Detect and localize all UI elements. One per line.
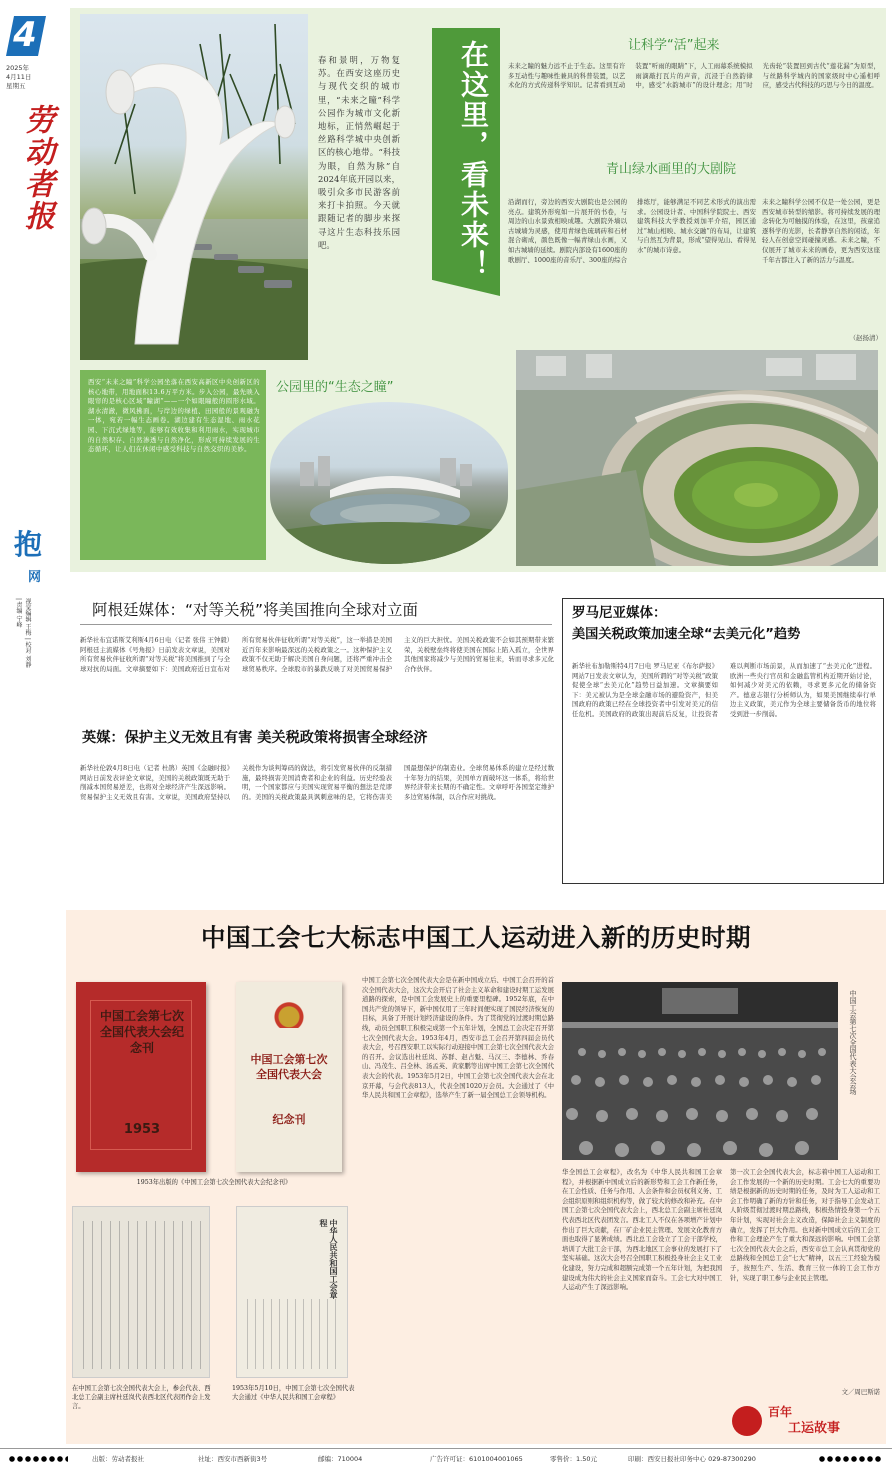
booklet-white-title: 中国工会第七次全国代表大会 [250, 1053, 328, 1081]
subhead-theater: 青山绿水画里的大剧院 [606, 162, 737, 177]
footer-postcode: 邮编：710004 [318, 1455, 363, 1463]
charter-lines [247, 1299, 339, 1369]
footer-dots-right [818, 1456, 882, 1462]
congress-hall-photo [562, 982, 838, 1160]
world-news-article-3: 新华社布加勒斯特4月7日电 罗马尼亚《布尔萨报》网站7日发表文章认为，美国所谓的“对等关税”政策促使全球“去美元化”趋势日益加速。文章摘要如下：美元被认为是全球金融市场的避险资产，但美国政府的政策已经在全球投资者中引发对美元的信任危机。美国政府的政策出现前后反复，让投资者难以判断市场前景，从而加速了“去美元化”进程。欧洲一些央行官员和金融监管机构近期开始讨论，如何减少对美元的依赖，寻求更多元化的储备资产。德意志银行分析师认为，如果美国继续奉行单边主义政策，美元作为全球主要储备货币的地位将受到进一步削弱。 [572, 662, 876, 718]
section-char-2: 网 [28, 570, 42, 585]
top-byline: （赵扬清） [849, 334, 882, 342]
footer-dots-left [8, 1456, 68, 1462]
history-col-3: 第一次工会全国代表大会，标志着中国工人运动和工会工作发展的一个新的历史时期。工会七大的重要功绩是根据新的历史时期的任务，及时为工人运动和工会工作明确了新的方针和任务，对于指导工会发动工人阶级贯彻过渡时期总路线，积极热情投身第一个五年计划，实现对社会主义改造，保障社会主义制度的确立，发挥了巨大作用。也对新中国成立后的工会工作和工会理论产生了重大和深远的影响。中国工会第七次全国代表大会之后，西安市总工会认真贯彻党的总路线和全国总工会“七大”精神，以五三工经验为模子，按照生产、生活、教育三位一体的工会工作方针，实现了职工参与企业民主管理。 [730, 1168, 880, 1282]
aerial-svg [516, 350, 878, 566]
history-col-2: 华全国总工会章程》，改名为《中华人民共和国工会章程》，并根据新中国成立后的新形势和工会工作新任务，在工会性质、任务与作用、人会条件和会员权利义务、工会组织原则和组织机构等，做了较大的修改和补充。在中国工会第七次全国代表大会上，西北总工会副主席杜廷岚代表西北区代表团发言。西北工人不仅在各项增产计划中作出了巨大贡献，在厂矿企业民主管理、发展文化教育方面也取得了显著成绩。西北总工会设立了工会干部学校，培训了大批工会干部，为西北地区工会事业的发展打下了坚实基础。这次大会号召全国职工积极投身社会主义工业化建设，努力完成和超额完成第一个五年计划，为把我国建设成为伟大的社会主义国家而奋斗。工会七大对中国工人运动产生了深远影响。 [562, 1168, 722, 1292]
park-text: 西安“未来之瞳”科学公园坐落在西安高新区中央创新区的核心地带，用地面积13.6万平方米。步入公园，最先映入眼帘的是核心区域“瞳湖”——一个如眼瞳般的圆形水域。湖水清澈，微风拂面，与岸边的绿植、田园般的景观融为一体，宛若一幅生态画卷。湖边建有生态湿地、雨水花园、下沉式绿地等，能够有效收集和利用雨水，实现城市的自然积存、自然渗透与自然净化，形成可持续发展的生态循环，让人们在休闲中感受科技与自然交织的美妙。 [88, 378, 260, 454]
plaza-svg [270, 402, 508, 564]
section-char: 抱 [14, 528, 43, 561]
world-news-headline-2: 英媒：保护主义无效且有害 美关税政策将损害全球经济 [82, 730, 428, 746]
subhead-eye: 公园里的“生态之瞳” [276, 380, 394, 395]
speech-lines [83, 1221, 201, 1369]
world-news-article-1: 新华社布宜诺斯艾利斯4月6日电（记者 张伟 王钟毅）阿根廷主流媒体《号角报》日前发表文章说，美国对所有贸易伙伴征收所谓“对等关税”将美国推到了与全球对抗的局面。文章摘要如下：美国政府近日宣布对所有贸易伙伴征收所谓“对等关税”，这一举措是美国近百年来影响最深远的关税政策之一。这种保护主义政策不仅无助于解决美国自身问题，还将严重冲击全球贸易秩序。全球股市的暴跌反映了对美国贸易保护主义的巨大担忧。美国关税政策不会如其预期带来繁荣，关税壁垒终将使美国在国际上陷入孤立，全世界其他国家将减少与美国的贸易往来，转而寻求多元化合作伙伴。 [80, 636, 554, 673]
page-number: 4 [13, 15, 37, 55]
booklet-red [76, 982, 206, 1172]
booklet-emblem [270, 1000, 308, 1028]
world-news-headline-1: 阿根廷媒体：“对等关税”将美国推向全球对立面 [92, 601, 419, 619]
booklet-red-year: 1953 [123, 1122, 161, 1137]
theater-text: 沿湖而行，旁边的西安大剧院也是公园的亮点。建筑外形宛如一片展开的书卷，与周边的山水景致相映成趣。大剧院外墙以古城墙为灵感，使用青绿色琉璃砖和石材混合砌成，颜色既像一幅青绿山水画，又如古城墙的延续。剧院内部设有1600座的歌剧厅、1000座的音乐厅、300座的综合排练厅，能够满足不同艺术形式的演出需求。公园设计者、中国科学院院士、西安建筑科技大学教授刘加平介绍，园区通过“城山相映、城水交融”的布局，让建筑与自然互为背景，形成“望得见山、看得见水”的城市诗意。 [508, 198, 756, 264]
caption-booklets: 1953年出版的《中国工会第七次全国代表大会纪念刊》 [136, 1179, 292, 1186]
congress-hall-svg [562, 982, 838, 1160]
issue-date: 2025年 4月11日 星期五 [6, 64, 32, 90]
booklet-white-sub: 纪念刊 [272, 1113, 306, 1126]
editor-credits: 视觉编辑 王梅 | 校对 刘静 | 责编 宁峰 [15, 598, 31, 668]
sculpture-photo [80, 14, 308, 360]
history-byline: 文／周巴斯诺 [841, 1388, 880, 1396]
column-logo [732, 1402, 880, 1440]
feature-intro: 春和景明，万物复苏。在西安这座历史与现代交织的城市里，“未来之瞳”科学公园作为城市文化新地标，正悄然崛起于丝路科学城中央创新区的核心地带。“科技为眼，自然为脉”自2024年底开园以来，吸引众多市民游客前来打卡拍照。今天就跟随记者的脚步来探寻这片生态科技乐园吧。 [318, 55, 400, 250]
column-logo-text-2: 工运故事 [788, 1421, 841, 1436]
sidebar [0, 0, 66, 1445]
history-headline: 中国工会七大标志中国工人运动进入新的历史时期 [201, 923, 751, 952]
footer-rule [0, 1448, 892, 1449]
charter-document-photo [236, 1206, 348, 1378]
footer-publisher: 出版：劳动者报社 [92, 1455, 144, 1463]
caption-charter: 1953年5月10日，中国工会第七次全国代表大会通过《中华人民共和国工会章程》 [232, 1385, 355, 1401]
charter-title: 中华人民共和国工会章程 [319, 1219, 339, 1299]
history-col-1: 中国工会第七次全国代表大会是在新中国成立后、中国工会召开的首次全国代表大会，这次大会开启了社会主义革命和建设时期工运发展道路的探索，是中国工会发展史上的重要里程碑。1952年底，在中国共产党的领导下，新中国仅用了三年时间便实现了国民经济恢复的目标，具备了开展计划经济建设的条件。为了贯彻党的过渡时期总路线，动员全国职工积极完成第一个五年计划，全国总工会决定召开第七次全国代表大会。1953年4月，西安市总工会召开第四届会员代表大会，号召西安职工以实际行动迎接中国工会第七次全国代表大会的召开。会议选出杜廷岚、苏群、赵占魁、马汉三、李德林、乔春山、冯茂生、吕全林、汤孟英、黄家鹏等出席中国工会第七次全国代表大会的代表。1953年5月2日，中国工会第七次全国代表大会在北京开幕，与会代表813人，代表全国1020万会员。大会通过了《中华人民共和国工会章程》，选举产生了新一届全国总工会领导机构。 [362, 976, 554, 1100]
congress-hall-caption: 中国工会第七次全国代表大会会场 [849, 990, 857, 1095]
aerial-photo [516, 350, 878, 566]
world-news-headline-3a: 罗马尼亚媒体： [572, 605, 667, 621]
masthead: 劳动者报 [19, 104, 54, 232]
booklet-white [236, 982, 342, 1172]
subhead-science: 让科学“活”起来 [628, 38, 720, 53]
caption-speech: 在中国工会第七次全国代表大会上，参会代表、西北总工会副主席杜廷岚代表西北区代表团作会上发言。 [72, 1385, 211, 1410]
footer-price: 零售价：1.50元 [550, 1455, 597, 1463]
science-text: 未来之瞳的魅力远不止于生态。这里有许多互动性与趣味性兼具的科普装置，以艺术化的方式传递科学知识。记者看到互动装置“听雨的眼睛”下，人工雨幕系统模拟雨滴敲打瓦片的声音，沉浸于自然韵律中，感受“水韵城市”的设计理念；用“时光齿轮”装置回到古代“莲花漏”为原型，与丝路科学城内的国家级时中心遥相呼应，感受古代科技的巧思与今日的温度。 [508, 62, 880, 90]
feature-headline: 在这里，看未来！ [457, 40, 490, 280]
speech-document-photo [72, 1206, 210, 1378]
footer-address: 社址：西安市西新街3号 [198, 1455, 268, 1463]
footer-license: 广告许可证：6101004001065 [430, 1455, 523, 1463]
sculpture-svg [80, 14, 308, 360]
footer-printer: 印刷：西安日报社印务中心 029-87300290 [628, 1455, 756, 1463]
world-news-headline-3b: 美国关税政策加速全球“去美元化”趋势 [572, 627, 801, 642]
world-news-rule-1 [80, 624, 552, 625]
future-text: 未来之瞳科学公园不仅是一处公园，更是西安城市转型的缩影。将可持续发展的理念转化为可触摸的体验，在这里，孩童追逐科学的光影，长者静享自然的闲适，年轻人在创意空间碰撞灵感。未来之瞳，不仅展开了城市未来的画卷，更为西安这座千年古都注入了新的活力与温度。 [762, 198, 880, 264]
world-news-article-2: 新华社伦敦4月8日电（记者 杜鹃）英国《金融时报》网站日前发表评论文章说，美国的关税政策既无助于削减本国贸易逆差，也将对全球经济产生深远影响。贸易保护主义无效且有害。文章说，美国政府坚持以关税作为谈判筹码的做法，将引发贸易伙伴的反制措施，最终损害美国消费者和企业的利益。历史经验表明，一个国家都应与美国实现贸易平衡的想法是荒谬的。美国的关税政策最具讽刺意味的是，它将伤害美国最想保护的制造业。全球贸易体系的建立是经过数十年努力的结果，美国单方面破坏这一体系，将给世界经济带来长期的不确定性。文章呼吁各国坚定维护多边贸易体制，以合作应对挑战。 [80, 764, 554, 801]
footer [0, 1450, 892, 1468]
plaza-photo [270, 402, 508, 564]
column-logo-text-1: 百年 [768, 1405, 793, 1419]
booklet-red-title: 中国工会第七次全国代表大会纪念刊 [99, 1009, 184, 1055]
column-logo-emblem [732, 1406, 762, 1436]
